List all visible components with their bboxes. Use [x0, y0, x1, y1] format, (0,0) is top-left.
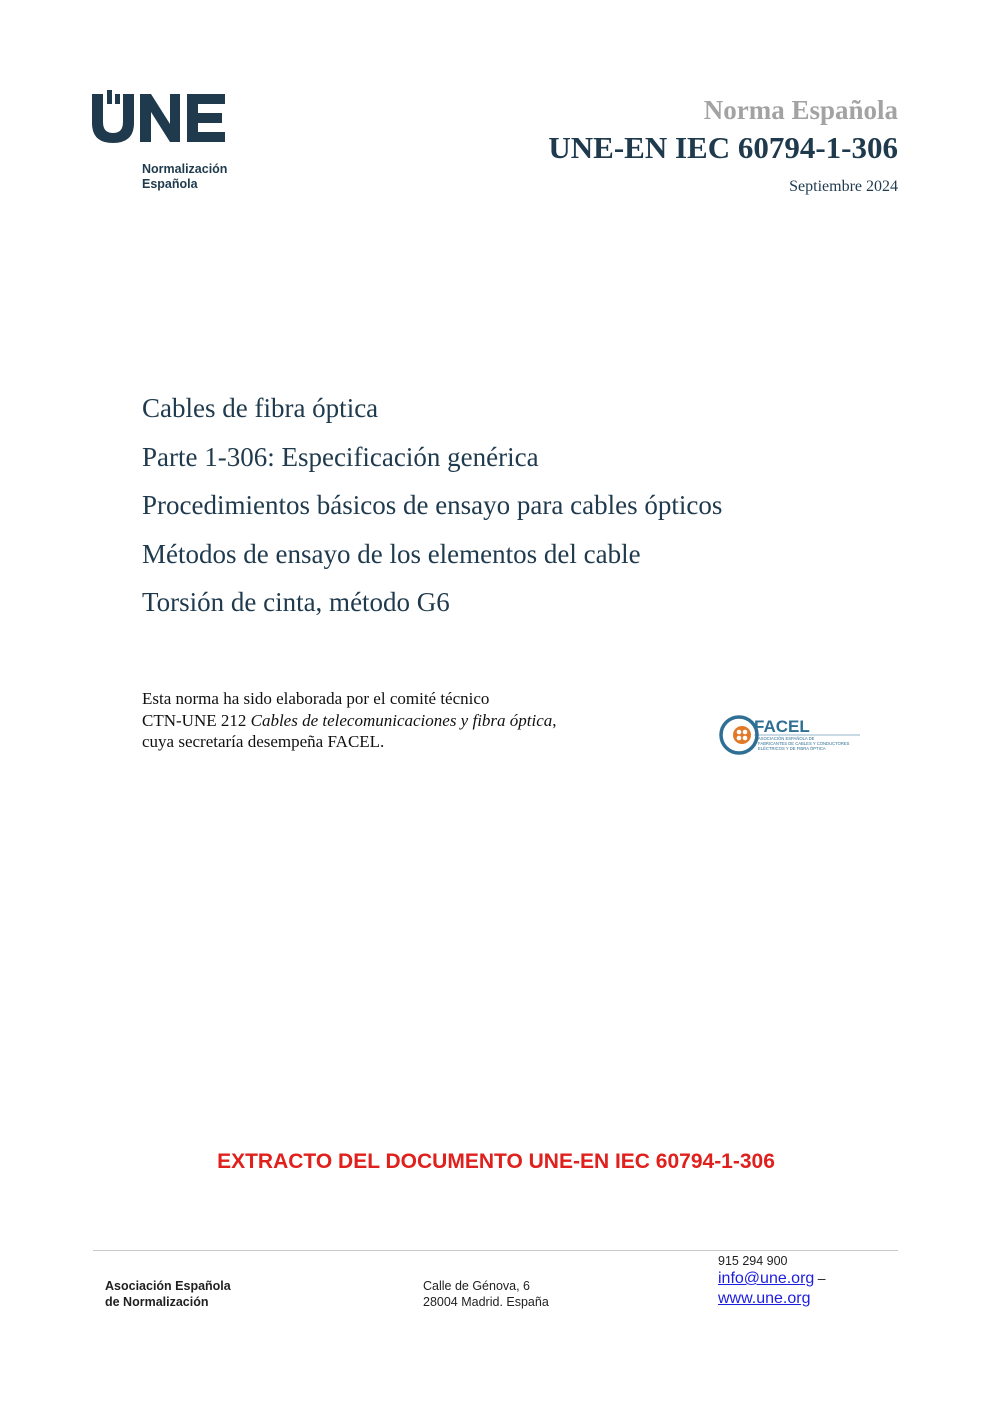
- footer-addr-line2: 28004 Madrid. España: [423, 1294, 549, 1309]
- footer-separator: –: [817, 1270, 826, 1286]
- footer-addr-line1: Calle de Génova, 6: [423, 1279, 531, 1293]
- committee-name: Cables de telecomunicaciones y fibra óptica: [250, 710, 553, 730]
- footer-email-link[interactable]: info@une.org: [718, 1270, 815, 1287]
- committee-line-2-end: ,: [552, 710, 557, 730]
- standard-type-label: Norma Española: [703, 95, 898, 125]
- une-logo: [92, 90, 228, 144]
- svg-text:FACEL: FACEL: [754, 717, 810, 736]
- footer-phone: 915 294 900: [718, 1254, 788, 1268]
- footer-org-line1: Asociación Española: [105, 1279, 231, 1293]
- extract-notice: EXTRACTO DEL DOCUMENTO UNE-EN IEC 60794-1-306: [217, 1150, 775, 1173]
- publication-date: Septiembre 2024: [789, 178, 898, 195]
- committee-statement: [142, 688, 557, 753]
- title-line-3: Procedimientos básicos de ensayo para cables ópticos: [142, 490, 723, 520]
- committee-code: CTN-UNE 212: [142, 710, 247, 730]
- footer-organization: [105, 1279, 231, 1310]
- footer-address: [423, 1279, 549, 1310]
- svg-text:ASOCIACIÓN ESPAÑOLA DE: ASOCIACIÓN ESPAÑOLA DE: [758, 736, 815, 741]
- committee-line-3: cuya secretaría desempeña FACEL.: [142, 732, 385, 751]
- title-line-1: Cables de fibra óptica: [142, 393, 379, 423]
- une-logo-subtitle: [142, 162, 227, 192]
- footer-email-row: [718, 1269, 826, 1289]
- committee-line-2: [142, 710, 557, 732]
- une-logo-mark: [92, 90, 228, 144]
- committee-line-1: Esta norma ha sido elaborada por el comité técnico: [142, 689, 490, 708]
- title-line-4: Métodos de ensayo de los elementos del cable: [142, 538, 641, 569]
- title-line-5: Torsión de cinta, método G6: [142, 587, 450, 617]
- facel-logo-mark: [718, 712, 864, 758]
- footer-divider: [93, 1250, 898, 1251]
- footer-contact: [718, 1254, 826, 1309]
- svg-text:FABRICANTES DE CABLES Y CONDUC: FABRICANTES DE CABLES Y CONDUCTORES: [758, 741, 850, 746]
- standard-code: UNE-EN IEC 60794-1-306: [548, 130, 898, 165]
- svg-text:ELÉCTRICOS Y DE FIBRA ÓPTICA: ELÉCTRICOS Y DE FIBRA ÓPTICA: [758, 746, 826, 751]
- une-logo-subtitle-line2: Española: [142, 177, 198, 191]
- title-line-2: Parte 1-306: Especificación genérica: [142, 441, 539, 472]
- footer-org-line2: de Normalización: [105, 1294, 209, 1309]
- une-logo-subtitle-line1: Normalización: [142, 162, 228, 176]
- footer-website-link[interactable]: www.une.org: [718, 1290, 811, 1307]
- facel-logo: [718, 712, 864, 763]
- document-title: [142, 384, 722, 627]
